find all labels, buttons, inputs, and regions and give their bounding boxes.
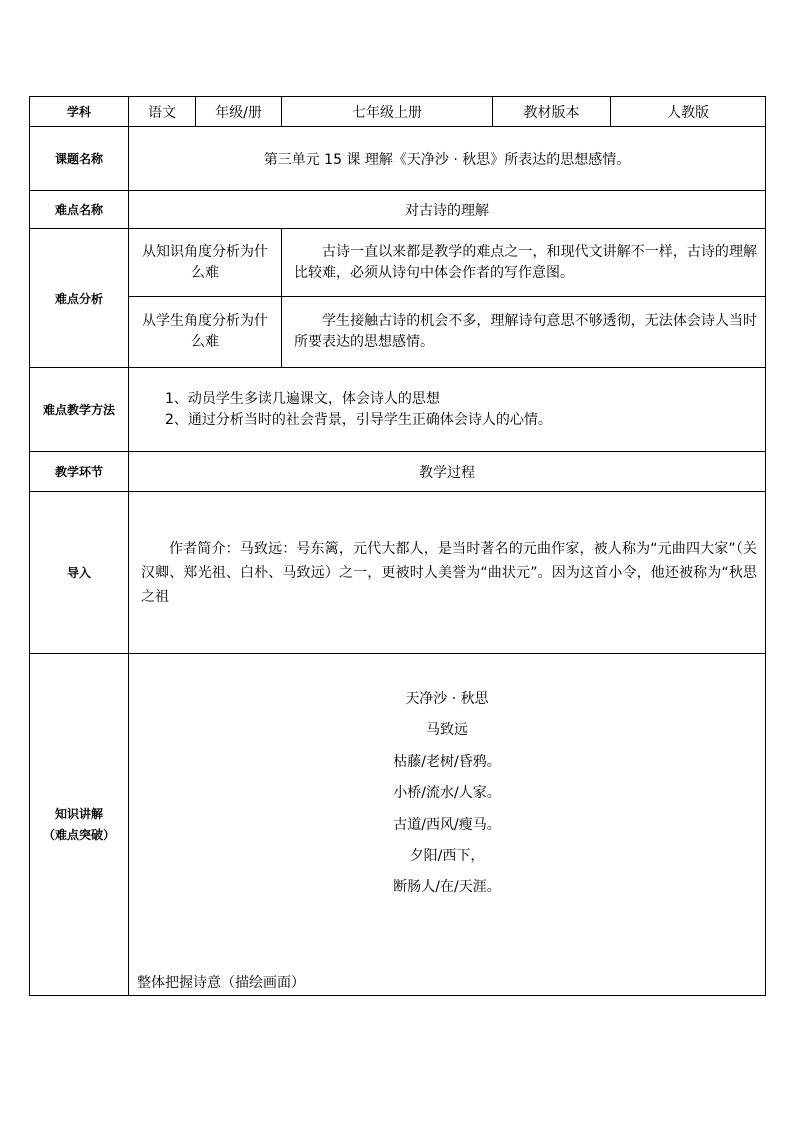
poem-line: 枯藤/老树/昏鸦。 bbox=[393, 753, 501, 770]
header-row bbox=[30, 97, 766, 127]
poem-line: 断肠人/在/天涯。 bbox=[393, 879, 501, 896]
edition-value: 人教版 bbox=[611, 97, 766, 127]
process-row bbox=[30, 452, 766, 492]
grade-value: 七年级上册 bbox=[282, 97, 493, 127]
knowledge-angle-text: 古诗一直以来都是教学的难点之一，和现代文讲解不一样，古诗的理解比较难，必须从诗句中体会作者的写作意图。 bbox=[282, 229, 766, 297]
method-item: 1、动员学生多读几遍课文，体会诗人的思想 bbox=[165, 390, 440, 407]
process-label: 教学环节 bbox=[30, 452, 129, 492]
intro-text: 作者简介：马致远：号东篱，元代大都人，是当时著名的元曲作家，被人称为“元曲四大家”（关汉卿、郑光祖、白朴、马致远）之一，更被时人美誉为“曲状元”。因为这首小令，他还被称为“秋思之祖 bbox=[129, 492, 766, 654]
lesson-label: 课题名称 bbox=[30, 127, 129, 191]
difficulty-row bbox=[30, 191, 766, 229]
method-item: 2、通过分析当时的社会背景，引导学生正确体会诗人的心情。 bbox=[165, 411, 552, 428]
analysis-label: 难点分析 bbox=[30, 229, 129, 368]
edition-label: 教材版本 bbox=[493, 97, 611, 127]
subject-value: 语文 bbox=[129, 97, 196, 127]
poem-title: 天净沙 · 秋思 bbox=[405, 691, 489, 707]
lesson-title: 第三单元 15 课 理解《天净沙 · 秋思》所表达的思想感情。 bbox=[129, 127, 766, 191]
knowledge-row bbox=[30, 654, 766, 996]
intro-row bbox=[30, 492, 766, 654]
student-angle-label: 从学生角度分析为什么难 bbox=[129, 297, 282, 368]
poem-overview-note: 整体把握诗意（描绘画面） bbox=[137, 975, 305, 991]
analysis-row-student bbox=[30, 297, 766, 368]
poem-line: 小桥/流水/人家。 bbox=[393, 785, 501, 802]
poem-line: 古道/西风/瘦马。 bbox=[393, 816, 501, 833]
knowledge-label-line1: 知识讲解 bbox=[54, 806, 103, 821]
lesson-plan-table bbox=[29, 96, 766, 996]
student-angle-text: 学生接触古诗的机会不多，理解诗句意思不够透彻，无法体会诗人当时所要表达的思想感情。 bbox=[282, 297, 766, 368]
poem bbox=[129, 684, 765, 904]
process-value: 教学过程 bbox=[129, 452, 766, 492]
knowledge-angle-label: 从知识角度分析为什么难 bbox=[129, 229, 282, 297]
method-label: 难点教学方法 bbox=[30, 368, 129, 452]
difficulty-value: 对古诗的理解 bbox=[129, 191, 766, 229]
method-list bbox=[129, 368, 766, 452]
intro-label: 导入 bbox=[30, 492, 129, 654]
knowledge-content bbox=[129, 654, 766, 996]
lesson-row bbox=[30, 127, 766, 191]
method-row bbox=[30, 368, 766, 452]
knowledge-label-line2: （难点突破） bbox=[42, 827, 115, 842]
subject-label: 学科 bbox=[30, 97, 129, 127]
analysis-row-knowledge bbox=[30, 229, 766, 297]
knowledge-label bbox=[30, 654, 129, 996]
poem-line: 夕阳/西下， bbox=[409, 848, 485, 865]
difficulty-label: 难点名称 bbox=[30, 191, 129, 229]
poem-author: 马致远 bbox=[426, 722, 468, 739]
grade-label: 年级/册 bbox=[196, 97, 282, 127]
